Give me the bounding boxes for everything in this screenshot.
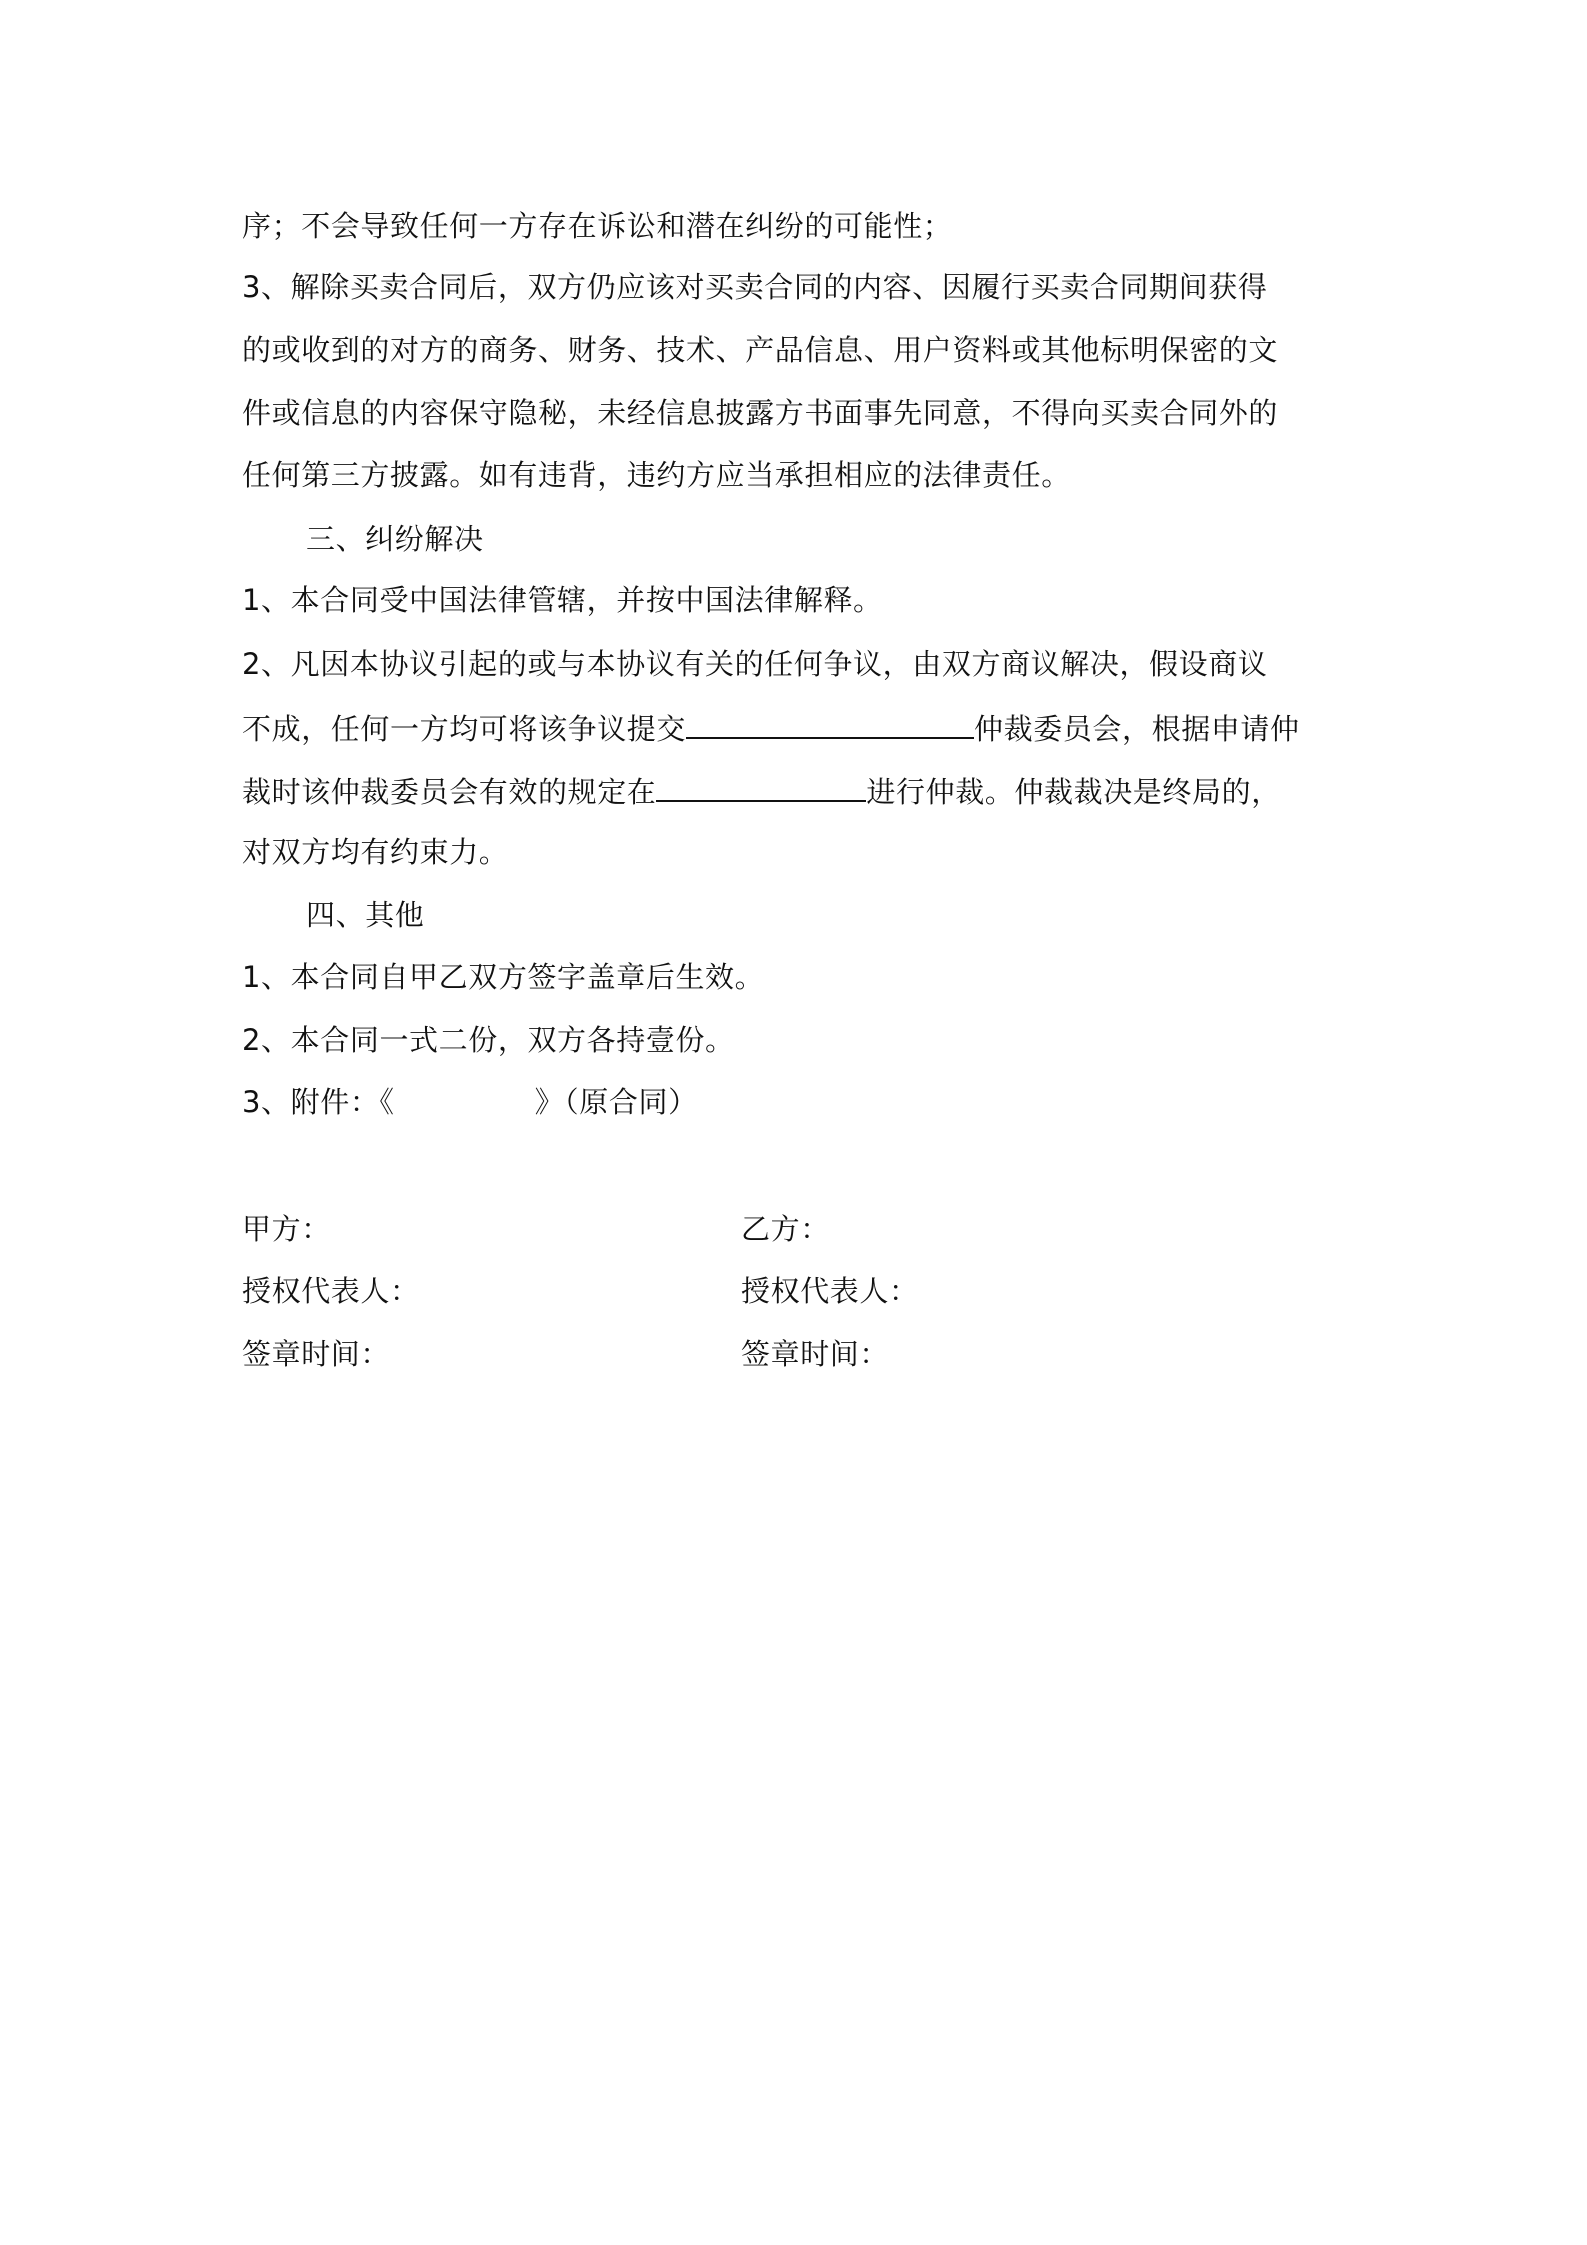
paragraph-line: 任何第三方披露。如有违背，违约方应当承担相应的法律责任。 [242, 458, 1071, 492]
paragraph-line: 序；不会导致任何一方存在诉讼和潜在纠纷的可能性； [242, 209, 953, 243]
arbitration-place-blank[interactable] [656, 770, 866, 802]
paragraph-line: 对双方均有约束力。 [242, 835, 509, 869]
paragraph-line: 1、本合同自甲乙双方签字盖章后生效。 [242, 960, 765, 994]
paragraph-line-with-blank [242, 770, 1281, 812]
text-segment: 3、附件：《 [242, 1085, 395, 1119]
party-a-representative-label: 授权代表人： [242, 1274, 420, 1308]
arbitration-commission-blank[interactable] [686, 707, 974, 739]
party-a-label: 甲方： [242, 1212, 331, 1246]
text-segment: 》（原合同） [534, 1085, 698, 1119]
paragraph-line-with-blank [242, 707, 1300, 749]
paragraph-line: 的或收到的对方的商务、财务、技术、产品信息、用户资料或其他标明保密的文 [242, 333, 1279, 367]
text-segment: 仲裁委员会，根据申请仲 [974, 712, 1300, 746]
party-a-sign-time-label: 签章时间： [242, 1337, 391, 1371]
section-heading-other: 四、其他 [306, 898, 425, 932]
text-segment: 进行仲裁。仲裁裁决是终局的， [866, 775, 1281, 809]
paragraph-line: 2、凡因本协议引起的或与本协议有关的任何争议，由双方商议解决，假设商议 [242, 647, 1268, 681]
party-b-representative-label: 授权代表人： [741, 1274, 919, 1308]
text-segment: 裁时该仲裁委员会有效的规定在 [242, 775, 657, 809]
paragraph-line: 件或信息的内容保守隐秘，未经信息披露方书面事先同意，不得向买卖合同外的 [242, 396, 1279, 430]
paragraph-line: 3、解除买卖合同后，双方仍应该对买卖合同的内容、因履行买卖合同期间获得 [242, 270, 1268, 304]
party-b-label: 乙方： [741, 1212, 830, 1246]
section-heading-dispute: 三、纠纷解决 [306, 522, 484, 556]
paragraph-line: 2、本合同一式二份，双方各持壹份。 [242, 1023, 735, 1057]
party-b-sign-time-label: 签章时间： [741, 1337, 890, 1371]
attachment-line [242, 1082, 698, 1122]
text-segment: 不成，任何一方均可将该争议提交 [242, 712, 687, 746]
paragraph-line: 1、本合同受中国法律管辖，并按中国法律解释。 [242, 583, 883, 617]
